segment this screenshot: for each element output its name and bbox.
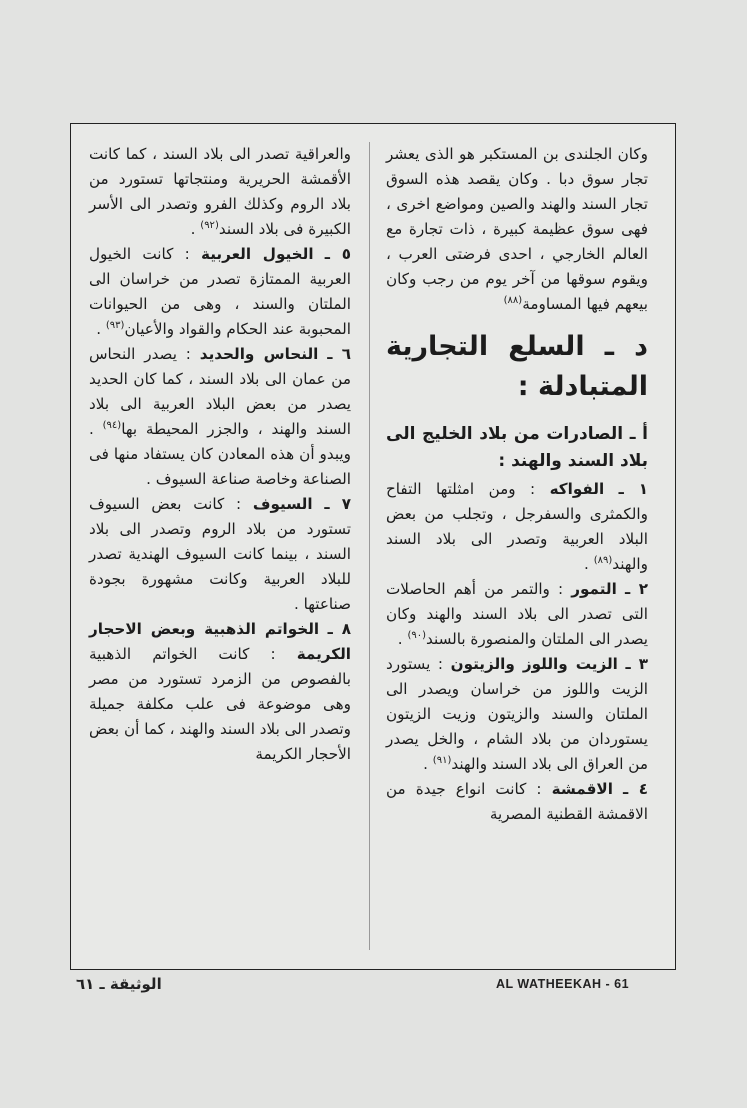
footer-page-number-arabic: الوثيقة ـ ٦١: [76, 975, 162, 993]
fabrics-continuation: والعراقية تصدر الى بلاد السند ، كما كانت الأقمشة الحريرية ومنتجاتها تستورد من بلاد الروم وكذلك الفرو وتصدر الى الأسر الكبيرة فى بلاد السند$^{(٩٢)}$ .: [89, 145, 351, 238]
right-column: [386, 142, 648, 827]
page-frame: [70, 123, 676, 970]
export-item-oil-almonds-olives: ٣ ـ الزيت واللوز والزيتون : يستورد الزيت واللوز من خراسان ويصدر الى الملتان والسند والزيتون وزيت الزيتون يستوردان من بلاد الشام ، والخل يصدر من العراق الى بلاد السند والهند$^{(٩١)}$ .: [386, 655, 649, 773]
section-heading: د ـ السلع التجارية المتبادلة :: [386, 331, 648, 402]
export-item-fabrics: ٤ ـ الاقمشة : كانت انواع جيدة من الاقمشة القطنية المصرية: [386, 780, 649, 823]
subsection-heading: أ ـ الصادرات من بلاد الخليج الى بلاد السند والهند :: [386, 424, 648, 471]
export-item-swords: ٧ ـ السيوف : كانت بعض السيوف تستورد من بلاد الروم وتصدر الى بلاد السند ، بينما كانت السيوف الهندية تصدر للبلاد العربية وكانت مشهورة بجودة صناعتها .: [89, 495, 352, 613]
left-column: [89, 142, 351, 767]
export-item-horses: ٥ ـ الخيول العربية : كانت الخيول العربية الممتازة تصدر من خراسان الى الملتان والسند ، وهى من الحيوانات المحبوبة عند الحكام والقواد والأعيان$^{(٩٣)}$ .: [89, 245, 351, 338]
column-divider: [369, 142, 370, 950]
export-item-rings-gems: ٨ ـ الخواتم الذهبية وبعض الاحجار الكريمة : كانت الخواتم الذهبية بالفصوص من الزمرد تستورد من مصر وهى موضوعة فى علب مكلفة جميلة وتصدر الى بلاد السند والهند ، كما أن بعض الأحجار الكريمة: [89, 620, 352, 763]
intro-paragraph: وكان الجلندى بن المستكبر هو الذى يعشر تجار سوق دبا . وكان يقصد هذه السوق تجار السند والهند والصين ومواضع اخرى ، فهى سوق عظيمة كبيرة ، ذات تجارة مع العالم الخارجي ، احدى فرضتى العرب ، ويقوم سوقها من آخر يوم من رجب وكان بيعهم فيها المساومة$^{(٨٨)}$: [386, 145, 648, 313]
footer-page-number-latin: AL WATHEEKAH - 61: [496, 977, 630, 991]
export-item-dates: ٢ ـ التمور : والتمر من أهم الحاصلات التى تصدر الى بلاد السند والهند وكان يصدر الى الملتان والمنصورة بالسند$^{(٩٠)}$ .: [386, 580, 649, 648]
export-item-fruits: ١ ـ الفواكه : ومن امثلتها التفاح والكمثرى والسفرجل ، وتجلب من بعض البلاد العربية وتصدر الى بلاد السند والهند$^{(٨٩)}$ .: [386, 480, 649, 573]
export-item-copper-iron: ٦ ـ النحاس والحديد : يصدر النحاس من عمان الى بلاد السند ، كما كان الحديد يصدر من بعض البلاد العربية الى بلاد السند والهند ، والجزر المحيطة بها$^{(٩٤)}$ . ويبدو أن هذه المعادن كان يستفاد منها فى الصناعة وخاصة صناعة السيوف .: [89, 345, 352, 488]
